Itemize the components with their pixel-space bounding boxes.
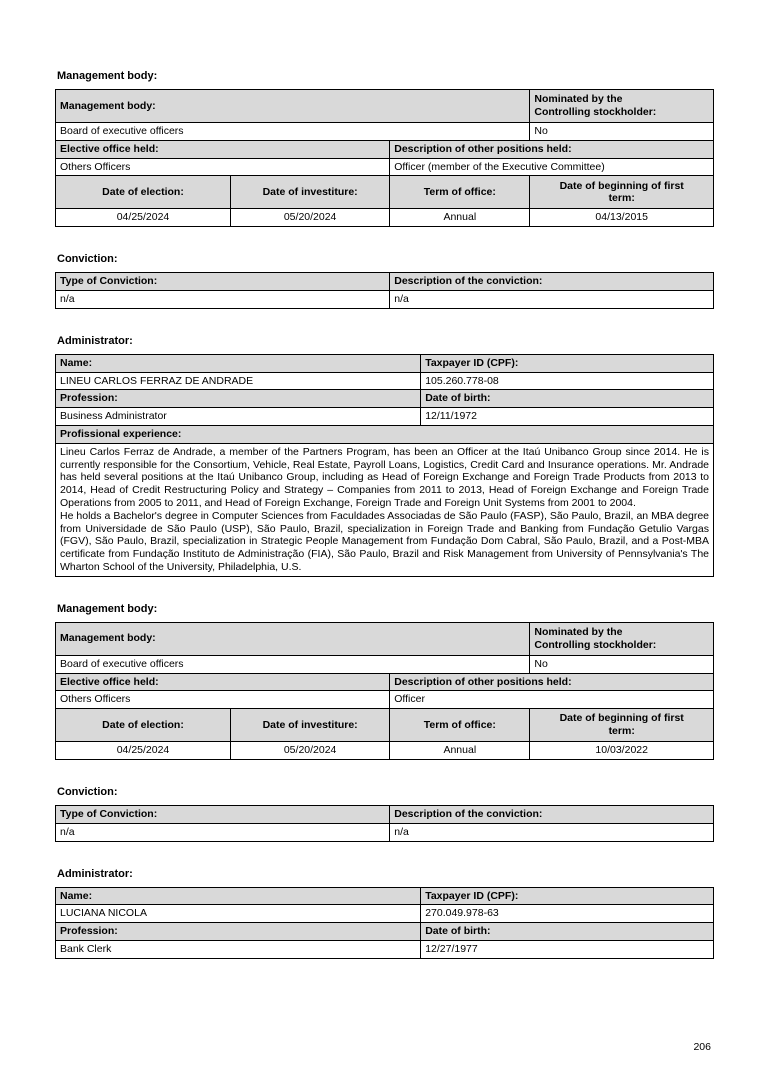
administrator-table-1	[55, 354, 714, 577]
experience-paragraph-2: He holds a Bachelor's degree in Computer Sciences from Faculdades Associadas de São Paulo (FASP), São Paulo, Brazil, an MBA degree from Universidade de São Paulo (USP), São Paulo, Brazil, specialization in Foreign Trade and Banking from Fundação Getulio Vargas (FGV), São Paulo, Brazil, specialization in Strategic People Management from Fundação Dom Cabral, São Paulo, Brazil, and a Post-MBA certificate from Fundação Instituto de Administração (FIA), São Paulo, Brazil and Risk Management from University of Pennsylvania's The Wharton School of the University, Philadelphia, U.S.	[60, 509, 709, 573]
nominated-by-header-line2: Controlling stockholder:	[534, 106, 657, 118]
conviction-description-value: n/a	[390, 823, 714, 841]
elective-office-value: Others Officers	[56, 158, 390, 176]
conviction-table-2	[55, 805, 714, 842]
elective-office-value: Others Officers	[56, 691, 390, 709]
other-positions-header: Description of other positions held:	[390, 673, 714, 691]
table-row	[56, 390, 714, 408]
administrator-birth-header: Date of birth:	[421, 923, 714, 941]
table-row	[56, 823, 714, 841]
date-election-value: 04/25/2024	[56, 209, 231, 227]
table-row	[56, 408, 714, 426]
first-term-header-line1: Date of beginning of first	[559, 179, 684, 192]
experience-paragraph-1: Lineu Carlos Ferraz de Andrade, a member of the Partners Program, has been an Officer at the Itaú Unibanco Group since 2014. He is currently responsible for the Consortium, Vehicle, Real Estate, Payroll Loans, Logistics, Credit Card and Insurance operations. Mr. Andrade has held several positions at the Itaú Unibanco Group, including as Head of Foreign Exchange and Foreign Trade Products from 2013 to 2014, Head of Credit Restructuring Policy and Strategy – Companies from 2011 to 2013, Head of Foreign Exchange and Foreign Trade Operations from 2005 to 2011, and Head of Foreign Exchange, Foreign Trade and Foreign Unit Systems from 2001 to 2004.	[60, 445, 709, 509]
table-row	[56, 209, 714, 227]
management-body-table-1	[55, 89, 714, 227]
table-row	[56, 691, 714, 709]
section-label-administrator-2: Administrator:	[57, 867, 133, 880]
administrator-name-value: LINEU CARLOS FERRAZ DE ANDRADE	[56, 372, 421, 390]
table-row	[56, 158, 714, 176]
administrator-name-value: LUCIANA NICOLA	[56, 905, 421, 923]
term-of-office-header: Term of office:	[390, 176, 530, 209]
spacer	[55, 577, 714, 603]
conviction-description-header: Description of the conviction:	[390, 273, 714, 291]
first-term-header-line2: term:	[608, 192, 635, 205]
date-election-header: Date of election:	[56, 176, 231, 209]
administrator-birth-value: 12/27/1977	[421, 940, 714, 958]
first-term-header-line1: Date of beginning of first	[559, 712, 684, 725]
first-term-value: 10/03/2022	[530, 742, 714, 760]
administrator-taxpayer-header: Taxpayer ID (CPF):	[421, 887, 714, 905]
table-row	[56, 742, 714, 760]
table-row	[56, 805, 714, 823]
section-label-administrator-1: Administrator:	[57, 334, 133, 347]
table-row	[56, 425, 714, 443]
first-term-header-line2: term:	[608, 725, 635, 738]
nominated-by-value: No	[530, 123, 714, 141]
administrator-name-header: Name:	[56, 887, 421, 905]
conviction-type-value: n/a	[56, 823, 390, 841]
administrator-experience-body	[56, 443, 714, 576]
table-row	[56, 372, 714, 390]
administrator-table-2	[55, 887, 714, 959]
table-row	[56, 176, 714, 209]
table-row	[56, 622, 714, 655]
table-row	[56, 923, 714, 941]
first-term-value: 04/13/2015	[530, 209, 714, 227]
administrator-profession-value: Bank Clerk	[56, 940, 421, 958]
conviction-type-value: n/a	[56, 290, 390, 308]
table-row	[56, 273, 714, 291]
management-body-value: Board of executive officers	[56, 655, 530, 673]
administrator-experience-header: Profissional experience:	[56, 425, 714, 443]
administrator-birth-value: 12/11/1972	[421, 408, 714, 426]
spacer	[55, 227, 714, 253]
administrator-profession-value: Business Administrator	[56, 408, 421, 426]
administrator-profession-header: Profession:	[56, 390, 421, 408]
nominated-by-header	[530, 90, 714, 123]
date-investiture-header: Date of investiture:	[231, 709, 390, 742]
nominated-by-header-line2: Controlling stockholder:	[534, 638, 657, 651]
table-row	[56, 90, 714, 123]
table-row	[56, 673, 714, 691]
table-row	[56, 887, 714, 905]
spacer	[55, 309, 714, 335]
table-row	[56, 290, 714, 308]
first-term-header	[530, 176, 714, 209]
table-row	[56, 940, 714, 958]
date-election-value: 04/25/2024	[56, 742, 231, 760]
other-positions-value: Officer (member of the Executive Committee)	[390, 158, 714, 176]
table-row	[56, 905, 714, 923]
table-row	[56, 443, 714, 576]
elective-office-header: Elective office held:	[56, 673, 390, 691]
other-positions-value: Officer	[390, 691, 714, 709]
term-of-office-value: Annual	[390, 742, 530, 760]
administrator-profession-header: Profession:	[56, 923, 421, 941]
administrator-taxpayer-value: 105.260.778-08	[421, 372, 714, 390]
table-row	[56, 709, 714, 742]
page-number: 206	[693, 1041, 711, 1053]
nominated-by-value: No	[530, 655, 714, 673]
date-investiture-value: 05/20/2024	[231, 209, 390, 227]
section-label-management-body-1: Management body:	[57, 70, 158, 82]
management-body-value: Board of executive officers	[56, 123, 530, 141]
table-row	[56, 354, 714, 372]
administrator-birth-header: Date of birth:	[421, 390, 714, 408]
administrator-taxpayer-value: 270.049.978-63	[421, 905, 714, 923]
nominated-by-header	[530, 622, 714, 655]
elective-office-header: Elective office held:	[56, 140, 390, 158]
term-of-office-header: Term of office:	[390, 709, 530, 742]
section-label-management-body-2: Management body:	[57, 602, 158, 615]
spacer	[55, 760, 714, 786]
table-row	[56, 655, 714, 673]
nominated-by-header-line1: Nominated by the	[534, 625, 623, 638]
term-of-office-value: Annual	[390, 209, 530, 227]
date-investiture-value: 05/20/2024	[231, 742, 390, 760]
management-body-header: Management body:	[56, 90, 530, 123]
management-body-header: Management body:	[56, 622, 530, 655]
table-row	[56, 140, 714, 158]
table-row	[56, 123, 714, 141]
conviction-description-value: n/a	[390, 290, 714, 308]
conviction-description-header: Description of the conviction:	[390, 805, 714, 823]
spacer	[55, 842, 714, 868]
other-positions-header: Description of other positions held:	[390, 140, 714, 158]
administrator-taxpayer-header: Taxpayer ID (CPF):	[421, 354, 714, 372]
date-election-header: Date of election:	[56, 709, 231, 742]
conviction-table-1	[55, 272, 714, 309]
conviction-type-header: Type of Conviction:	[56, 273, 390, 291]
conviction-type-header: Type of Conviction:	[56, 805, 390, 823]
administrator-name-header: Name:	[56, 354, 421, 372]
management-body-table-2	[55, 622, 714, 760]
section-label-conviction-1: Conviction:	[57, 253, 118, 266]
date-investiture-header: Date of investiture:	[231, 176, 390, 209]
section-label-conviction-2: Conviction:	[57, 785, 118, 798]
nominated-by-header-line1: Nominated by the	[534, 93, 623, 106]
first-term-header	[530, 709, 714, 742]
